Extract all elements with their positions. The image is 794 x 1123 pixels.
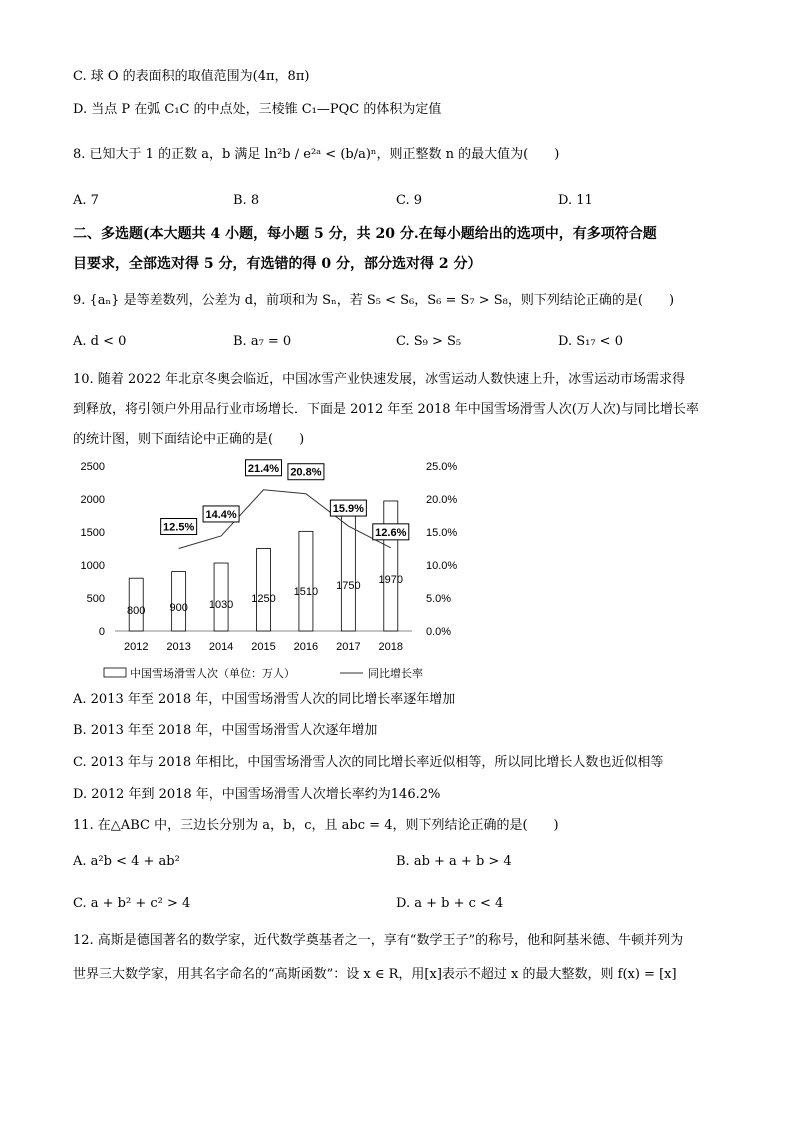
x-tick-label: 2017 xyxy=(336,641,361,653)
bar-data-label: 1750 xyxy=(336,579,361,592)
x-tick-label: 2013 xyxy=(166,641,191,653)
y-right-tick-label: 25.0% xyxy=(426,461,458,473)
y-right-tick-label: 20.0% xyxy=(426,494,458,506)
q7-option-d: D. 当点 P 在弧 C₁C 的中点处，三棱锥 C₁—PQC 的体积为定值 xyxy=(73,102,442,117)
x-tick-label: 2012 xyxy=(123,641,149,653)
bar xyxy=(257,549,271,632)
y-left-tick-label: 2000 xyxy=(80,494,105,506)
q11-option-b: B. ab + a + b > 4 xyxy=(396,854,512,869)
rate-data-label: 14.4% xyxy=(205,508,237,521)
x-tick-label: 2015 xyxy=(251,641,276,653)
rate-data-label: 21.4% xyxy=(247,462,280,475)
legend-line-label: 同比增长率 xyxy=(368,668,423,680)
q10-option-d: D. 2012 年到 2018 年，中国雪场滑雪人次增长率约为146.2% xyxy=(73,787,441,802)
rate-data-label: 12.5% xyxy=(163,521,195,534)
bar-data-label: 1030 xyxy=(208,598,234,611)
rate-data-label: 20.8% xyxy=(290,466,322,479)
q10-stem-line1: 10. 随着 2022 年北京冬奥会临近，中国冰雪产业快速发展，冰雪运动人数快速上升，冰雪运动市场需求得 xyxy=(73,372,686,387)
legend-bar-label: 中国雪场滑雪人次（单位：万人） xyxy=(130,668,295,680)
q9-option-a: A. d < 0 xyxy=(73,334,127,349)
q10-stem-line2: 到释放，将引领户外用品行业市场增长．下面是 2012 年至 2018 年中国雪场滑雪人次(万人次)与同比增长率 xyxy=(73,402,699,417)
q10-option-a: A. 2013 年至 2018 年，中国雪场滑雪人次的同比增长率逐年增加 xyxy=(73,692,456,707)
y-left-tick-label: 1500 xyxy=(80,527,105,539)
section-heading-line1: 二、多选题(本大题共 4 小题，每小题 5 分，共 20 分.在每小题给出的选项中，有多项符合题 xyxy=(73,226,657,242)
legend-bar-swatch xyxy=(104,668,126,677)
q12-stem-line2: 世界三大数学家，用其名字命名的“高斯函数”：设 x ∈ R，用[x]表示不超过 x 的最大整数，则 f(x) = [x] xyxy=(73,967,677,982)
y-left-tick-label: 2500 xyxy=(80,461,105,473)
bar xyxy=(384,501,398,631)
y-right-tick-label: 5.0% xyxy=(426,593,452,605)
q8-option-a: A. 7 xyxy=(73,193,99,208)
rate-data-label: 12.6% xyxy=(375,526,407,539)
q10-option-b: B. 2013 年至 2018 年，中国雪场滑雪人次逐年增加 xyxy=(73,723,378,738)
bar-data-label: 1510 xyxy=(293,586,319,599)
bar-data-label: 1250 xyxy=(251,593,276,605)
q8-option-b: B. 8 xyxy=(233,193,260,208)
x-tick-label: 2014 xyxy=(208,641,234,653)
y-right-tick-label: 10.0% xyxy=(426,560,458,572)
section-heading-line2: 目要求，全部选对得 5 分，有选错的得 0 分，部分选对得 2 分） xyxy=(73,256,482,272)
y-right-tick-label: 15.0% xyxy=(426,527,458,539)
bar-data-label: 800 xyxy=(127,604,146,617)
q11-option-d: D. a + b + c < 4 xyxy=(396,896,504,911)
bar xyxy=(299,531,313,631)
y-right-tick-label: 0.0% xyxy=(426,626,452,638)
y-left-tick-label: 1000 xyxy=(80,560,105,572)
q7-option-c: C. 球 O 的表面积的取值范围为(4π，8π) xyxy=(73,69,310,84)
q8-option-d: D. 11 xyxy=(558,193,593,208)
q9-option-d: D. S₁₇ < 0 xyxy=(558,334,623,349)
bar xyxy=(214,563,228,631)
bar-data-label: 1970 xyxy=(378,573,404,586)
ski-chart xyxy=(60,455,480,685)
bar-data-label: 900 xyxy=(169,602,188,615)
q8-option-c: C. 9 xyxy=(396,193,423,208)
q11-option-c: C. a + b² + c² > 4 xyxy=(73,896,191,911)
q10-option-c: C. 2013 年与 2018 年相比，中国雪场滑雪人次的同比增长率近似相等，所以同比增长人数也近似相等 xyxy=(73,755,664,770)
q9-option-b: B. a₇ = 0 xyxy=(233,334,292,349)
x-tick-label: 2018 xyxy=(378,641,404,653)
x-tick-label: 2016 xyxy=(293,641,319,653)
q11-stem: 11. 在△ABC 中，三边长分别为 a，b，c，且 abc = 4，则下列结论正确的是( ) xyxy=(73,818,559,833)
q10-stem-line3: 的统计图，则下面结论中正确的是( ) xyxy=(73,432,305,447)
q8-stem: 8. 已知大于 1 的正数 a，b 满足 ln²b / e²ᵃ < (b/a)ⁿ，则正整数 n 的最大值为( ) xyxy=(73,147,560,162)
q9-option-c: C. S₉ > S₅ xyxy=(396,334,462,349)
bar xyxy=(341,516,355,632)
y-left-tick-label: 0 xyxy=(98,626,105,638)
q12-stem-line1: 12. 高斯是德国著名的数学家，近代数学奠基者之一，享有“数学王子”的称号，他和阿基米德、牛顿并列为 xyxy=(73,933,684,948)
q11-option-a: A. a²b < 4 + ab² xyxy=(73,854,180,869)
y-left-tick-label: 500 xyxy=(86,593,105,605)
q9-stem: 9. {aₙ} 是等差数列，公差为 d，前项和为 Sₙ，若 S₅ < S₆，S₆ = S₇ > S₈，则下列结论正确的是( ) xyxy=(73,293,675,308)
rate-data-label: 15.9% xyxy=(332,503,364,516)
